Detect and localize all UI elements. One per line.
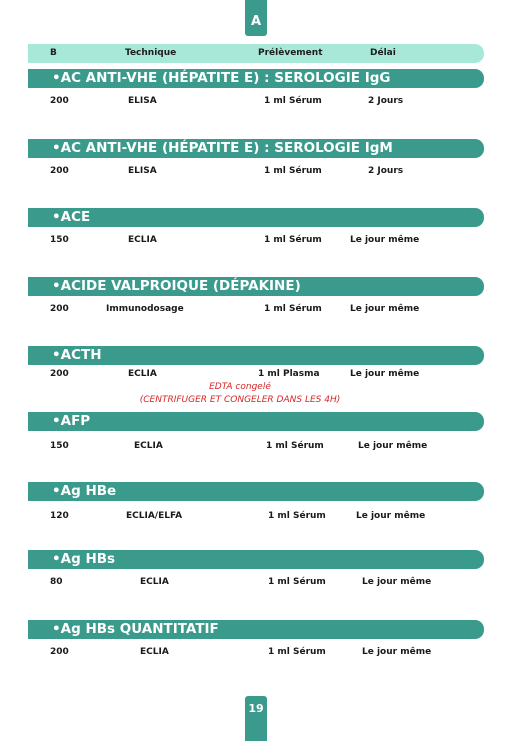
column-header: [28, 44, 484, 63]
cell-technique: ELISA: [128, 166, 157, 176]
cell-prelevement: 1 ml Sérum: [264, 304, 322, 314]
cell-delai: Le jour même: [356, 511, 426, 521]
cell-technique: ECLIA/ELFA: [126, 511, 183, 521]
cell-technique: ECLIA: [140, 577, 169, 587]
section-title: •AFP: [28, 412, 484, 431]
cell-prelevement: 1 ml Sérum: [264, 96, 322, 106]
column-b: B: [50, 48, 57, 58]
table-row: [0, 166, 511, 180]
cell-b: 120: [50, 511, 69, 521]
table-row: [0, 304, 511, 318]
cell-delai: Le jour même: [350, 369, 420, 379]
cell-b: 150: [50, 441, 69, 451]
table-row: [0, 511, 511, 525]
cell-prelevement: 1 ml Plasma: [258, 369, 320, 379]
centrifuge-note: (CENTRIFUGER ET CONGELER DANS LES 4H): [139, 395, 341, 405]
cell-delai: Le jour même: [358, 441, 428, 451]
cell-b: 200: [50, 647, 69, 657]
cell-technique: ECLIA: [140, 647, 169, 657]
cell-b: 200: [50, 304, 69, 314]
column-prelevement: Prélèvement: [258, 48, 323, 58]
cell-b: 150: [50, 235, 69, 245]
cell-delai: Le jour même: [350, 235, 420, 245]
table-row: [0, 235, 511, 249]
cell-technique: ECLIA: [134, 441, 163, 451]
column-delai: Délai: [370, 48, 396, 58]
table-row: [0, 96, 511, 110]
section-title: •AC ANTI-VHE (HÉPATITE E) : SEROLOGIE IgM: [28, 139, 484, 158]
cell-delai: Le jour même: [350, 304, 420, 314]
cell-prelevement: 1 ml Sérum: [268, 577, 326, 587]
section-title: •ACE: [28, 208, 484, 227]
cell-prelevement: 1 ml Sérum: [266, 441, 324, 451]
cell-prelevement: 1 ml Sérum: [264, 166, 322, 176]
table-row: [0, 577, 511, 591]
cell-prelevement: 1 ml Sérum: [268, 647, 326, 657]
section-title: •ACIDE VALPROIQUE (DÉPAKINE): [28, 277, 484, 296]
cell-technique: ELISA: [128, 96, 157, 106]
cell-b: 80: [50, 577, 63, 587]
cell-prelevement: 1 ml Sérum: [268, 511, 326, 521]
cell-technique: Immunodosage: [106, 304, 184, 314]
cell-delai: 2 Jours: [368, 96, 404, 106]
section-title: •ACTH: [28, 346, 484, 365]
cell-delai: Le jour même: [362, 577, 432, 587]
table-row: [0, 369, 511, 383]
cell-technique: ECLIA: [128, 235, 157, 245]
section-title: •Ag HBe: [28, 482, 484, 501]
section-title: •Ag HBs QUANTITATIF: [28, 620, 484, 639]
cell-prelevement: 1 ml Sérum: [264, 235, 322, 245]
cell-b: 200: [50, 166, 69, 176]
section-title: •AC ANTI-VHE (HÉPATITE E) : SEROLOGIE IgG: [28, 69, 484, 88]
cell-delai: 2 Jours: [368, 166, 404, 176]
section-title: •Ag HBs: [28, 550, 484, 569]
storage-note: EDTA congelé: [209, 382, 271, 392]
cell-delai: Le jour même: [362, 647, 432, 657]
cell-technique: ECLIA: [128, 369, 157, 379]
table-row: [0, 647, 511, 661]
letter-index-tab: A: [245, 0, 267, 36]
cell-b: 200: [50, 369, 69, 379]
page-number: 19: [245, 696, 267, 741]
table-row: [0, 441, 511, 455]
cell-b: 200: [50, 96, 69, 106]
column-technique: Technique: [125, 48, 177, 58]
